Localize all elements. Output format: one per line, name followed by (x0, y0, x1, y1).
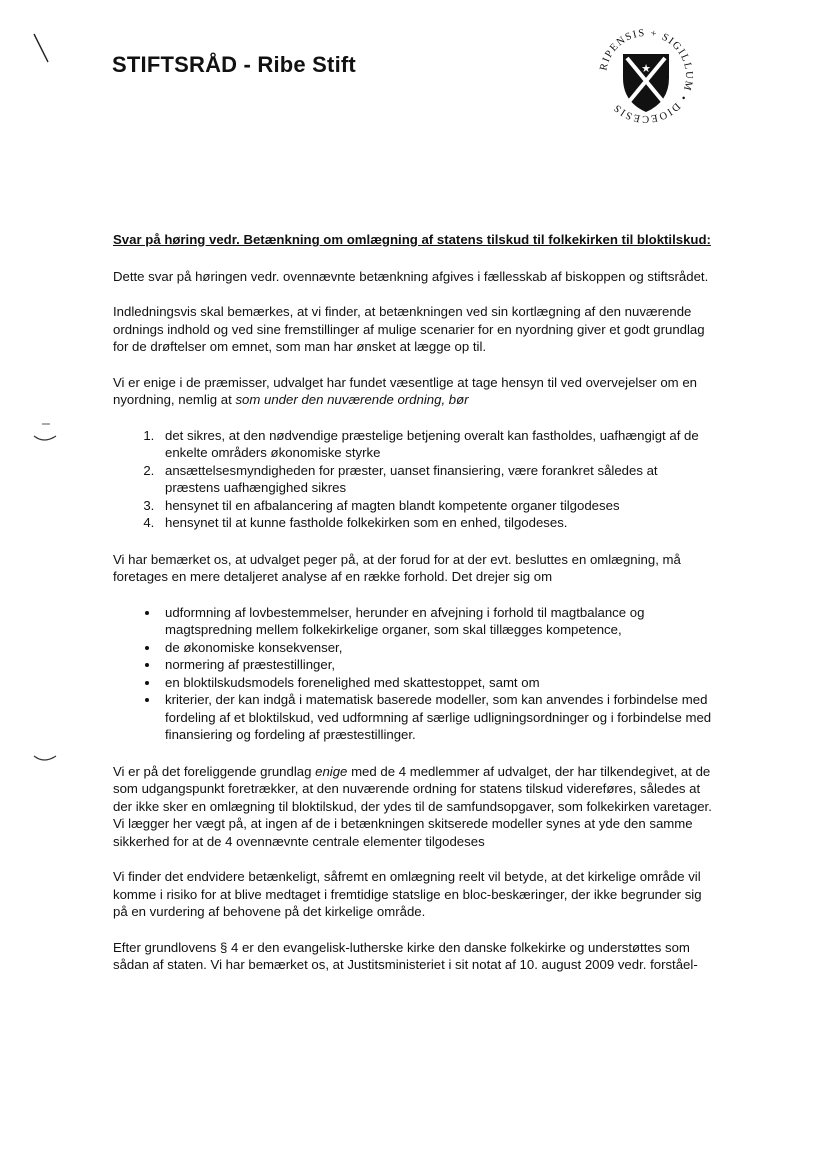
paragraph (113, 374, 713, 409)
list-item: 4. hensynet til at kunne fastholde folkekirken som en enhed, tilgodeses. (158, 514, 713, 532)
numbered-list (113, 427, 713, 532)
scan-mark (30, 30, 54, 70)
list-item: • kriterier, der kan indgå i matematisk baserede modeller, som kan anvendes i forbindelse med fordeling af et bloktilskud, ved udformning af særlige udligningsordninger og i forbindelse med finansiering og fordeling af præstestillinger. (160, 691, 713, 744)
list-item: • normering af præstestillinger, (160, 656, 713, 674)
paragraph: Indledningsvis skal bemærkes, at vi finder, at betænkningen ved sin kortlægning af den nuværende ordnings indhold og ved sine fremstillinger af mulige scenarier for en nyordning giver et godt grundlag for de drøftelser om emnet, som man har ønsket at lægge op til. (113, 304, 705, 354)
scan-mark (30, 742, 60, 772)
letter-body (113, 231, 713, 992)
paragraph: Dette svar på høringen vedr. ovennævnte betænkning afgives i fællesskab af biskoppen og stiftsrådet. (113, 268, 709, 284)
paragraph: Vi har bemærket os, at udvalget peger på, at der forud for at der evt. besluttes en omlægning, må foretages en mere detaljeret analyse af en række forhold. Det drejer sig om (113, 551, 681, 584)
list-item: 1. det sikres, at den nødvendige præstelige betjening overalt kan fastholdes, uafhængigt af de enkelte områders økonomiske styrke (158, 427, 713, 462)
paragraph: Vi finder det endvidere betænkeligt, såfremt en omlægning reelt vil betyde, at det kirkelige område vil komme i risiko for at blive medtaget i fremtidige statslige en bloc-beskæringer, der ikke begrunder sig på en vurdering af behovene på det kirkelige område. (113, 869, 702, 919)
svg-text:RIPENSIS + SIGILLUM • DIOECESI: RIPENSIS + SIGILLUM • DIOECESIS (598, 27, 695, 125)
paragraph-emphasis: enige (315, 763, 348, 779)
paragraph-text: Vi er på det foreliggende grundlag (113, 763, 316, 779)
letter-subject: Svar på høring vedr. Betænkning om omlægning af statens tilskud til folkekirken til bloktilskud: (113, 232, 711, 247)
paragraph (113, 763, 713, 816)
list-item: • de økonomiske konsekvenser, (160, 639, 713, 657)
paragraph-emphasis: som under den nuværende ordning, bør (235, 392, 469, 407)
paragraph: Vi lægger her vægt på, at ingen af de i betænkningen skitserede modeller synes at yde den samme sikkerhed for at de 4 ovennævnte centrale elementer tilgodeses (113, 816, 693, 849)
page-title: STIFTSRÅD - Ribe Stift (112, 52, 356, 77)
scan-mark (30, 418, 60, 448)
paragraph-text: med de 4 medlemmer af udvalget, der har tilkendegivet, at de som udgangspunkt foretrækker, at den nuværende ordning for statens tilskud videreføres, således at der ikke sker en omlægning til bloktilskud, der ydes til de samfundsopgaver, som folkekirken varetager. (113, 763, 712, 814)
diocese-seal-logo (590, 20, 702, 132)
list-item: • en bloktilskudsmodels forenelighed med skattestoppet, samt om (160, 674, 713, 692)
paragraph-text: Vi er enige i de præmisser, udvalget har fundet væsentlige at tage hensyn til ved overvejelser om en nyordning, nemlig at (113, 374, 697, 407)
list-item: • udformning af lovbestemmelser, herunder en afvejning i forhold til magtbalance og magtspredning mellem folkekirkelige organer, som skal tillægges kompetence, (160, 604, 713, 639)
list-item: 2. ansættelsesmyndigheden for præster, uanset finansiering, være forankret således at præstens uafhængighed sikres (158, 462, 713, 497)
svg-text:★: ★ (641, 62, 651, 75)
list-item: 3. hensynet til en afbalancering af magten blandt kompetente organer tilgodeses (158, 497, 713, 515)
bullet-list (113, 604, 713, 744)
paragraph: Efter grundlovens § 4 er den evangelisk-lutherske kirke den danske folkekirke og understøttes som sådan af staten. Vi har bemærket os, at Justitsministeriet i sit notat af 10. august 2009 vedr. forståel- (113, 939, 698, 972)
